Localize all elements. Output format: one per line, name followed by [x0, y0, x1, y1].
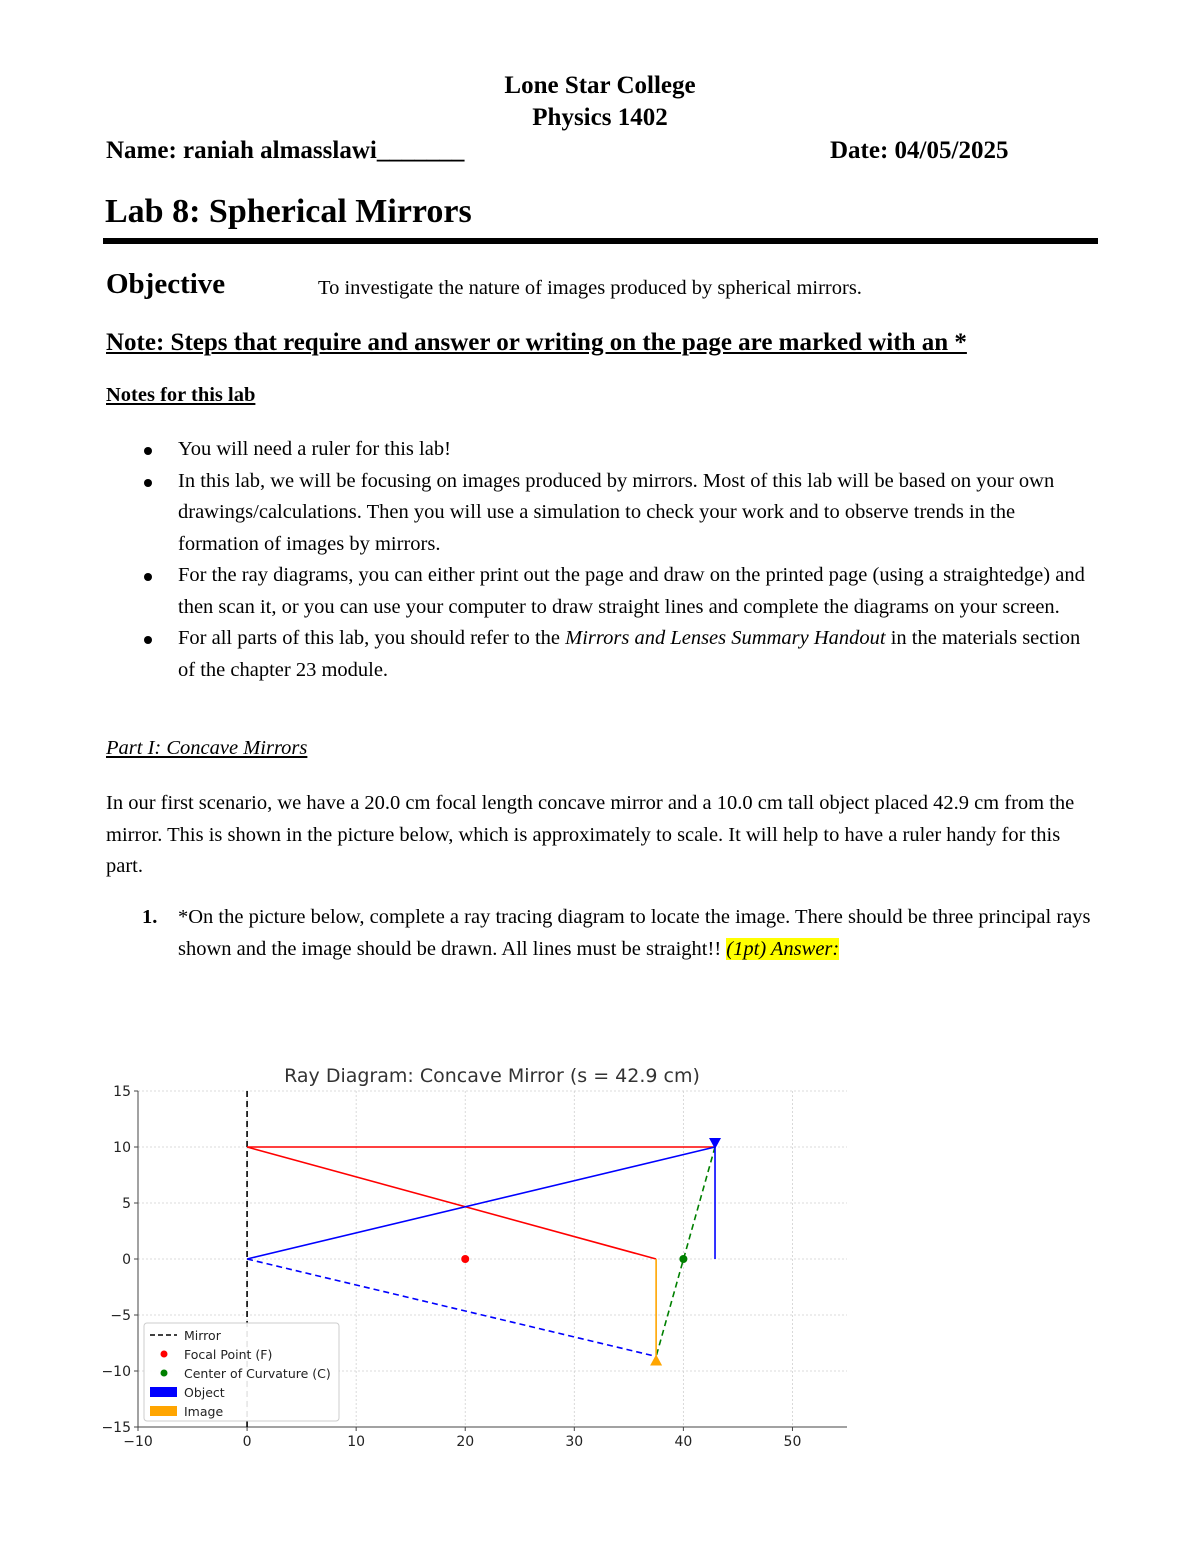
q1-text: [178, 902, 1098, 965]
center-of-curvature-marker: [679, 1255, 687, 1263]
bullet-1-text: You will need a ruler for this lab!: [178, 438, 451, 460]
list-item: [106, 560, 1096, 623]
q1-answer-highlight: (1pt) Answer:: [726, 937, 840, 960]
ray2-to-vertex: [247, 1147, 715, 1259]
x-tick-label: 40: [674, 1434, 693, 1450]
x-tick-label: 10: [347, 1434, 366, 1450]
list-item: [106, 623, 1096, 686]
ray-diagram-chart: [90, 1055, 870, 1455]
title-divider: [103, 238, 1098, 244]
college-name: Lone Star College: [504, 72, 696, 99]
legend-swatch-patch: [150, 1387, 177, 1397]
objective-text: To investigate the nature of images produced by spherical mirrors.: [318, 277, 862, 299]
course-name: Physics 1402: [532, 104, 668, 131]
notes-heading: Notes for this lab: [106, 384, 256, 406]
objective-heading: Objective: [106, 268, 226, 300]
chart-arrows: [650, 1138, 721, 1365]
chart-legend: [144, 1323, 339, 1421]
part1-heading: Part I: Concave Mirrors: [106, 737, 308, 759]
legend-label: Center of Curvature (C): [184, 1366, 331, 1381]
legend-label: Object: [184, 1385, 225, 1400]
handout-title: Mirrors and Lenses Summary Handout: [565, 627, 886, 649]
q1-body: *On the picture below, complete a ray tracing diagram to locate the image. There should be three principal rays shown and the image should be drawn. All lines must be straight!!: [178, 906, 1091, 960]
legend-swatch-patch: [150, 1406, 177, 1416]
scenario-text: In our first scenario, we have a 20.0 cm focal length concave mirror and a 10.0 cm tall object placed 42.9 cm from the mirror. This is shown in the picture below, which is approximately to scale. It will help to have a ruler handy for this part.: [106, 792, 1075, 877]
x-tick-label: 50: [783, 1434, 802, 1450]
bullet-4-pre: For all parts of this lab, you should refer to the: [178, 627, 566, 649]
y-tick-label: −15: [101, 1420, 131, 1436]
y-tick-label: 0: [122, 1252, 131, 1268]
note-line: Note: Steps that require and answer or writing on the page are marked with an *: [106, 329, 967, 356]
x-tick-label: 30: [565, 1434, 584, 1450]
legend-label: Mirror: [184, 1328, 221, 1343]
student-name: Name: raniah almasslawi_______: [106, 137, 465, 164]
bullet-3-text: For the ray diagrams, you can either print out the page and draw on the printed page (using a straightedge) and then scan it, or you can use your computer to draw straight lines and complete the diagrams on your screen.: [178, 564, 1085, 618]
ray3-through-c: [656, 1147, 715, 1356]
bullet-2-text: In this lab, we will be focusing on images produced by mirrors. Most of this lab will be based on your own drawings/calculations. Then you will use a simulation to check your work and to observe trends in the formation of images by mirrors.: [178, 469, 1055, 555]
x-tick-label: 0: [242, 1434, 252, 1450]
legend-swatch-dot: [161, 1370, 168, 1377]
notes-list: [106, 434, 1096, 686]
chart-title: Ray Diagram: Concave Mirror (s = 42.9 cm): [284, 1065, 700, 1087]
legend-swatch-dot: [161, 1351, 168, 1358]
list-item: [106, 434, 1096, 466]
q1-number: [142, 902, 157, 934]
y-tick-label: 5: [122, 1196, 131, 1212]
legend-label: Image: [184, 1404, 224, 1419]
image-arrow-head: [650, 1354, 662, 1365]
lab-title: Lab 8: Spherical Mirrors: [105, 193, 472, 230]
y-tick-label: 10: [113, 1140, 131, 1156]
y-tick-label: 15: [113, 1084, 131, 1100]
x-tick-label: 20: [456, 1434, 475, 1450]
focal-point-marker: [461, 1255, 469, 1263]
legend-label: Focal Point (F): [184, 1347, 273, 1362]
y-tick-label: −10: [101, 1364, 131, 1380]
list-item: [106, 466, 1096, 561]
date-field: Date: 04/05/2025: [830, 137, 1009, 164]
y-tick-label: −5: [110, 1308, 131, 1324]
bullet-4-post: in the materials section of the chapter 23 module.: [178, 627, 1081, 681]
q1-num: 1.: [142, 906, 158, 928]
x-tick-label: −10: [123, 1434, 153, 1450]
